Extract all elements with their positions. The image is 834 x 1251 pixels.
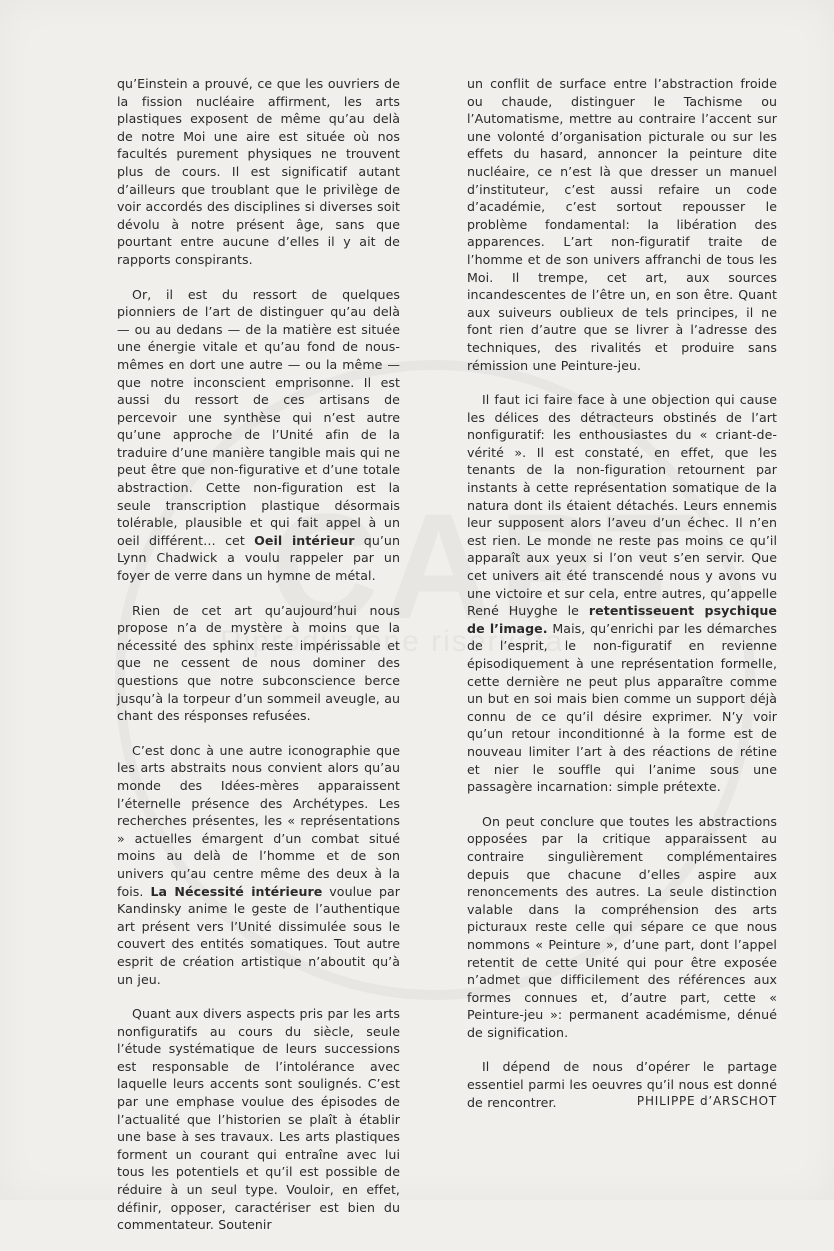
right-paragraph-1: un conflit de surface entre l’abstraction froide ou chaude, distinguer le Tachisme ou l’Automatisme, mettre au contraire l’accent sur une volonté d’organisation picturale ou sur les effets du hasard, annoncer la peinture dite nucléaire, ce n’est là que dresser un manuel d’instituteur, c’est aussi refaire un code d’académie, c’est sortout repousser le problème fondamental: la libération des apparences. L’art non-figuratif traite de l’homme et de son univers affranchi de tous les Moi. Il trempe, cet art, aux sources incandescentes de l’être un, en son être. Quant aux suiveurs oublieux de tels principes, il ne font rien d’autre que se livrer à l’adresse des techniques, des rivalités et produire sans rémission une Peinture-jeu.: [467, 76, 777, 373]
right-paragraph-3: On peut conclure que toutes les abstractions opposées par la critique apparaissent au contraire singulièrement complémentaires depuis que chacune d’elles aspire aux renoncements des autres. La seule distinction valable dans la compréhension des arts picturaux reste celle qui sépare ce que nous nommons « Peinture », d’une part, dont l’appel retentit de cette Unité qui pour être exposée n’admet que difficilement des références aux formes connues et, d’autre part, cette « Peinture-jeu »: permanent académisme, dénué de signification.: [467, 813, 777, 1040]
left-column: [117, 75, 400, 1251]
author-signature: PHILIPPE d’ARSCHOT: [636, 1094, 777, 1108]
right-paragraph-4: Il dépend de nous d’opérer le partage essentiel parmi les oeuvres qu’il nous est donné de rencontrer.: [467, 1059, 777, 1110]
necessite-interieure-term: La Nécessité intérieure: [150, 883, 323, 899]
left-paragraph-4: C’est donc à une autre iconographie que les arts abstraits nous convient alors qu’au monde des Idées-mères apparaissent l’éternelle présence des Archétypes. Les recherches présentes, les « représentations » actuelles émargent d’un combat situé moins au delà de l’homme et de son univers qu’au centre même des deux à la fois. La Nécessité intérieure voulue par Kandinsky anime le geste de l’authentique art présent vers l’Unité dissimulée sous le couvert des entités somatiques. Tout autre esprit de création artistique n’aboutit qu’à un jeu.: [117, 742, 400, 987]
retentissement-term: retentisseuent psychique de l’image.: [467, 603, 777, 636]
right-column: [467, 75, 777, 1128]
oeil-interieur-term: Oeil intérieur: [254, 532, 355, 548]
left-paragraph-5: Quant aux divers aspects pris par les arts nonfiguratifs au cours du siècle, seule l’étude systématique de leurs successions est responsable de l’intolérance avec laquelle leurs accents sont soulignés. C’est par une emphase voulue des épisodes de l’actualité que l’historien se plaît à établir une base à ses travaux. Les arts plastiques forment un courant qui entraîne avec lui tous les potentiels et qu’il est possible de réduire à un seul type. Vouloir, en effet, définir, opposer, caractériser est bien du commentateur. Soutenir: [117, 1006, 400, 1233]
left-paragraph-1: qu’Einstein a prouvé, ce que les ouvriers de la fission nucléaire affirment, les arts plastiques exposent de même qu’au delà de notre Moi une aire est située où nos facultés purement physiques ne trouvent plus de cours. Il est significatif autant d’ailleurs que troublant que le privilège de voir accordés des disciplines si diverses soit dévolu à notre présent âge, sans que pourtant entre aucune d’elles il y ait de rapports conspirants.: [117, 76, 400, 267]
right-paragraph-2: Il faut ici faire face à une objection qui cause les délices des détracteurs obstinés de l’art nonfiguratif: les enthousiastes du « criant-de-vérité ». Il est constaté, en effet, que les tenants de la non-figuration retournent par instants à cette représentation somatique de la natura dont ils étaient détachés. Leurs ennemis leur supposent alors l’aveu d’un échec. Il n’en est rien. Le monde ne reste pas moins ce qu’il apparaît aux yeux si l’on veut s’en servir. Que cet univers ait été transcendé nous y avons vu une victoire et sur cela, entre autres, qu’appelle René Huyghe le retentisseuent psychique de l’image. Mais, qu’enrichi par les démarches de l’esprit, le non-figuratif en revienne épisodiquement à une représentation formelle, cette dernière ne peut plus apparaître comme un but en soi mais bien comme un support déjà connu de ce qu’il désire exprimer. N’y voir qu’un retour inconditionné à la forme est de nouveau limiter l’art à des réactions de rétine et nier le souffle qui l’anime sous une passagère incarnation: simple prétexte.: [467, 392, 778, 795]
left-paragraph-2: Or, il est du ressort de quelques pionniers de l’art de distinguer qu’au delà — ou au dedans — de la matière est située une énergie vitale et qu’au fond de nous-mêmes en dort une autre — ou la même — que notre inconscient emprisonne. Il est aussi du ressort de ces artisans de percevoir une synthèse qui n’est autre qu’une approche de l’Unité afin de la traduire d’une manière tangible mais qui ne peut être que non-figurative et d’une totale abstraction. Cette non-figuration est la seule transcription plastique désormais tolérable, plausible et qui fait appel à un oeil différent… cet Oeil intérieur qu’un Lynn Chadwick a voulu rappeler par un foyer de verre dans un hymne de métal.: [117, 286, 400, 584]
left-paragraph-3: Rien de cet art qu’aujourd’hui nous propose n’a de mystère à moins que la nécessité des sphinx reste impérissable et que ne cessent de nous dominer des questions que notre subconscience berce jusqu’à la torpeur d’un sommeil aveugle, au chant des résponses refusées.: [117, 602, 400, 724]
